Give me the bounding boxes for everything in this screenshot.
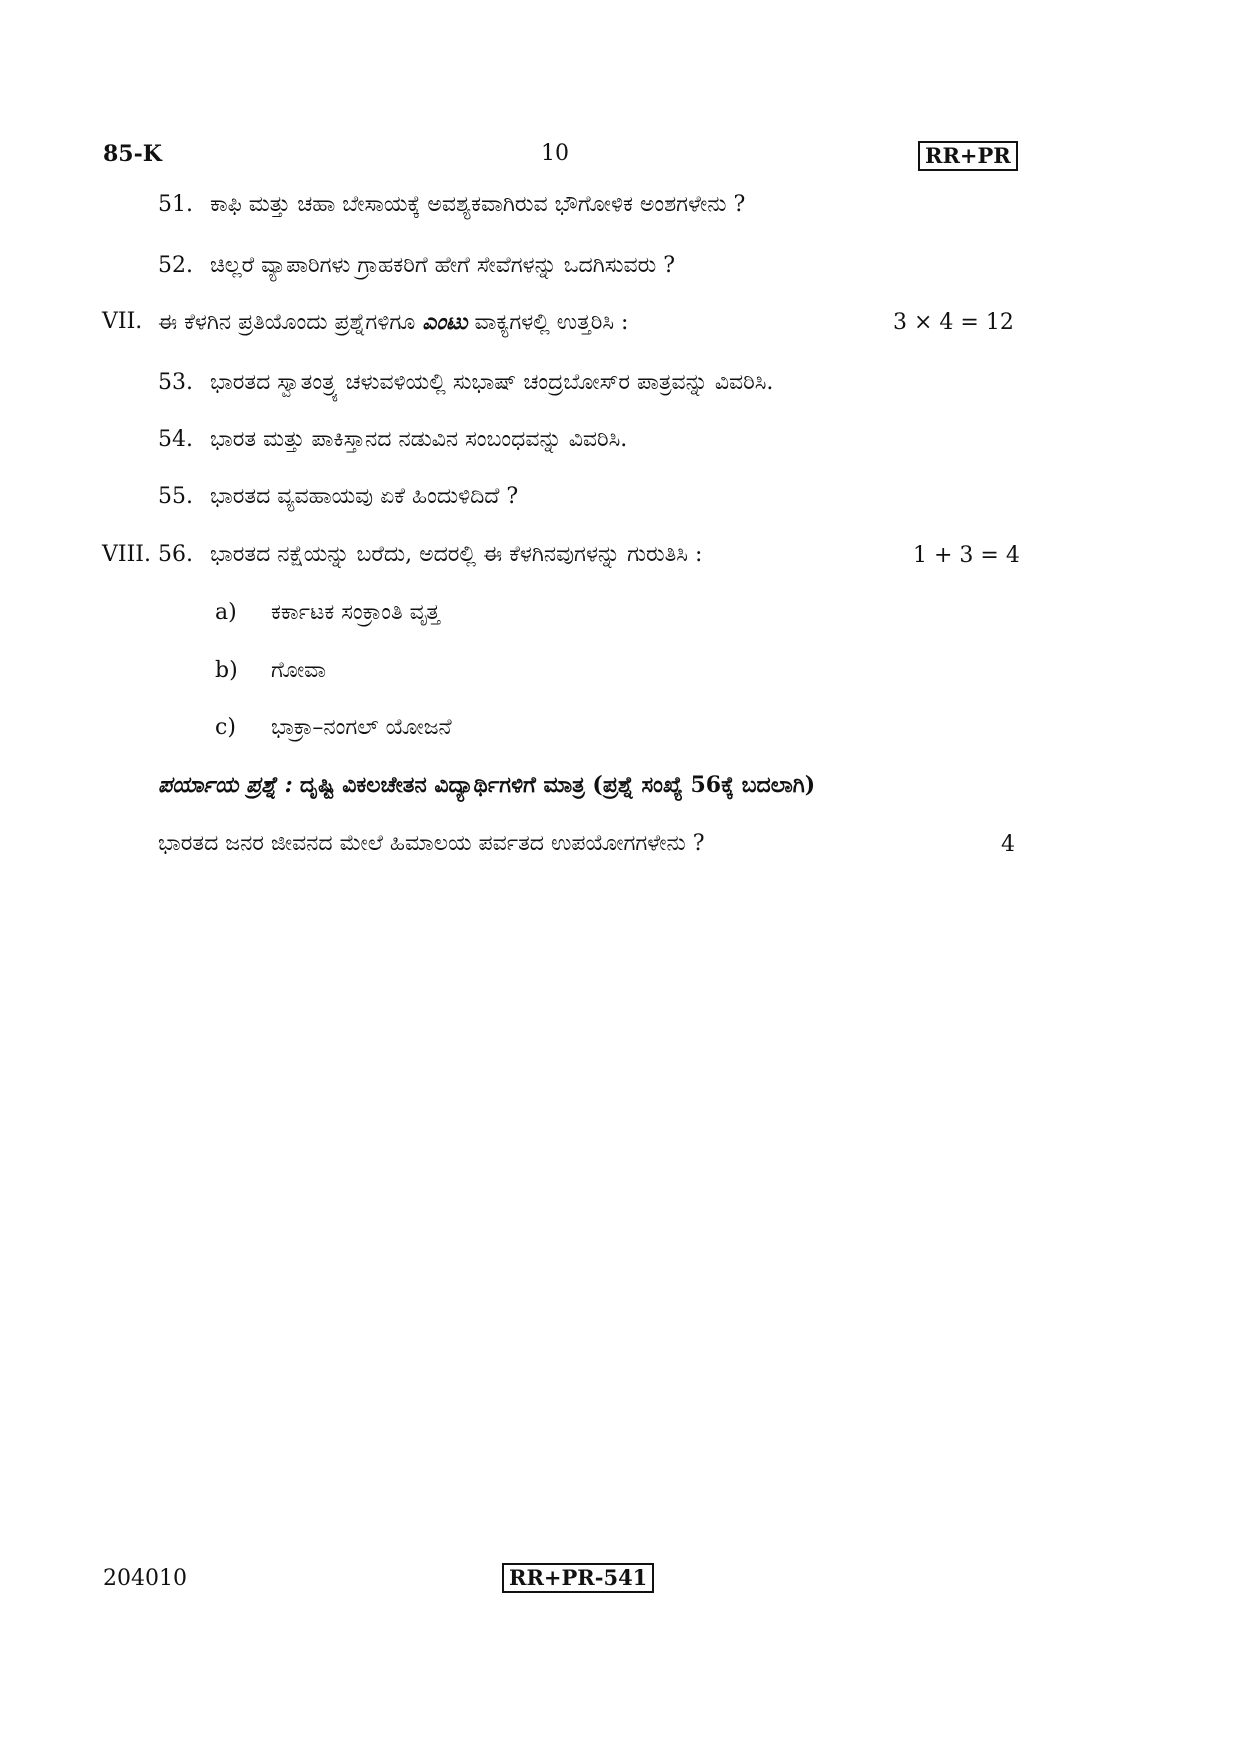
question-text: ಚಿಲ್ಲರೆ ವ್ಯಾಪಾರಿಗಳು ಗ್ರಾಹಕರಿಗೆ ಹೇಗೆ ಸೇವೆಗಳನ್ನು ಒದಗಿಸುವರು ? <box>210 253 676 278</box>
sub-item-text: ಗೋವಾ <box>271 658 327 683</box>
alternative-condition: ದೃಷ್ಟಿ ವಿಕಲಚೇತನ ವಿದ್ಯಾರ್ಥಿಗಳಿಗೆ ಮಾತ್ರ (ಪ್ರಶ್ನೆ ಸಂಖ್ಯೆ 56ಕ್ಕೆ ಬದಲಾಗಿ) <box>299 772 816 798</box>
sub-item-label: a) <box>215 600 237 625</box>
question-number: 52. <box>158 253 193 278</box>
sub-item-label: b) <box>215 658 238 683</box>
footer-badge: RR+PR-541 <box>502 1563 654 1593</box>
sub-item-b <box>215 656 326 686</box>
sub-item-text: ಕರ್ಕಾಟಕ ಸಂಕ್ರಾಂತಿ ವೃತ್ತ <box>271 600 440 625</box>
footer-code: 204010 <box>103 1566 187 1591</box>
page-number: 10 <box>541 141 569 166</box>
version-badge: RR+PR <box>918 141 1018 171</box>
section-8-roman: VIII. <box>102 542 151 567</box>
question-number: 51. <box>158 192 193 217</box>
sub-item-c <box>215 713 452 743</box>
question-54 <box>158 425 627 455</box>
alternative-question-note <box>158 770 815 801</box>
question-51 <box>158 190 745 220</box>
question-number: 56. <box>158 542 193 567</box>
sub-item-text: ಭಾಕ್ರಾ–ನಂಗಲ್ ಯೋಜನೆ <box>271 715 452 740</box>
section-7-instruction <box>158 307 628 338</box>
question-53 <box>158 368 773 398</box>
section-7-marks: 3 × 4 = 12 <box>893 310 1014 335</box>
question-55 <box>158 482 518 512</box>
question-text: ಕಾಫಿ ಮತ್ತು ಚಹಾ ಬೇಸಾಯಕ್ಕೆ ಅವಶ್ಯಕವಾಗಿರುವ ಭೌಗೋಳಿಕ ಅಂಶಗಳೇನು ? <box>210 192 746 217</box>
question-text: ಭಾರತ ಮತ್ತು ಪಾಕಿಸ್ತಾನದ ನಡುವಿನ ಸಂಬಂಧವನ್ನು ವಿವರಿಸಿ. <box>210 427 628 452</box>
question-text: ಭಾರತದ ಸ್ವಾತಂತ್ರ್ಯ ಚಳುವಳಿಯಲ್ಲಿ ಸುಭಾಷ್ ಚಂದ್ರಬೋಸ್‌ರ ಪಾತ್ರವನ್ನು ವಿವರಿಸಿ. <box>210 370 774 395</box>
instruction-text: ಈ ಕೆಳಗಿನ ಪ್ರತಿಯೊಂದು ಪ್ರಶ್ನೆಗಳಿಗೂ <box>158 310 416 335</box>
question-text: ಭಾರತದ ನಕ್ಷೆಯನ್ನು ಬರೆದು, ಅದರಲ್ಲಿ ಈ ಕೆಳಗಿನವುಗಳನ್ನು ಗುರುತಿಸಿ : <box>210 542 703 567</box>
section-7-roman: VII. <box>102 309 143 334</box>
question-number: 53. <box>158 370 193 395</box>
paper-code: 85-K <box>103 141 162 167</box>
alternative-heading: ಪರ್ಯಾಯ ಪ್ರಶ್ನೆ : <box>158 772 293 798</box>
instruction-text-end: ವಾಕ್ಯಗಳಲ್ಲಿ ಉತ್ತರಿಸಿ : <box>474 310 629 335</box>
question-52 <box>158 251 675 281</box>
alternative-question-marks: 4 <box>1001 832 1015 857</box>
question-number: 55. <box>158 484 193 509</box>
question-56 <box>158 540 702 570</box>
question-text: ಭಾರತದ ವ್ಯವಹಾಯವು ಏಕೆ ಹಿಂದುಳಿದಿದೆ ? <box>210 484 519 509</box>
section-8-marks: 1 + 3 = 4 <box>913 543 1020 568</box>
question-number: 54. <box>158 427 193 452</box>
instruction-emphasis: ಎಂಟು <box>422 309 468 335</box>
alternative-question: ಭಾರತದ ಜನರ ಜೀವನದ ಮೇಲೆ ಹಿಮಾಲಯ ಪರ್ವತದ ಉಪಯೋಗಗಳೇನು ? <box>158 831 705 856</box>
sub-item-a <box>215 598 440 628</box>
sub-item-label: c) <box>215 715 236 740</box>
